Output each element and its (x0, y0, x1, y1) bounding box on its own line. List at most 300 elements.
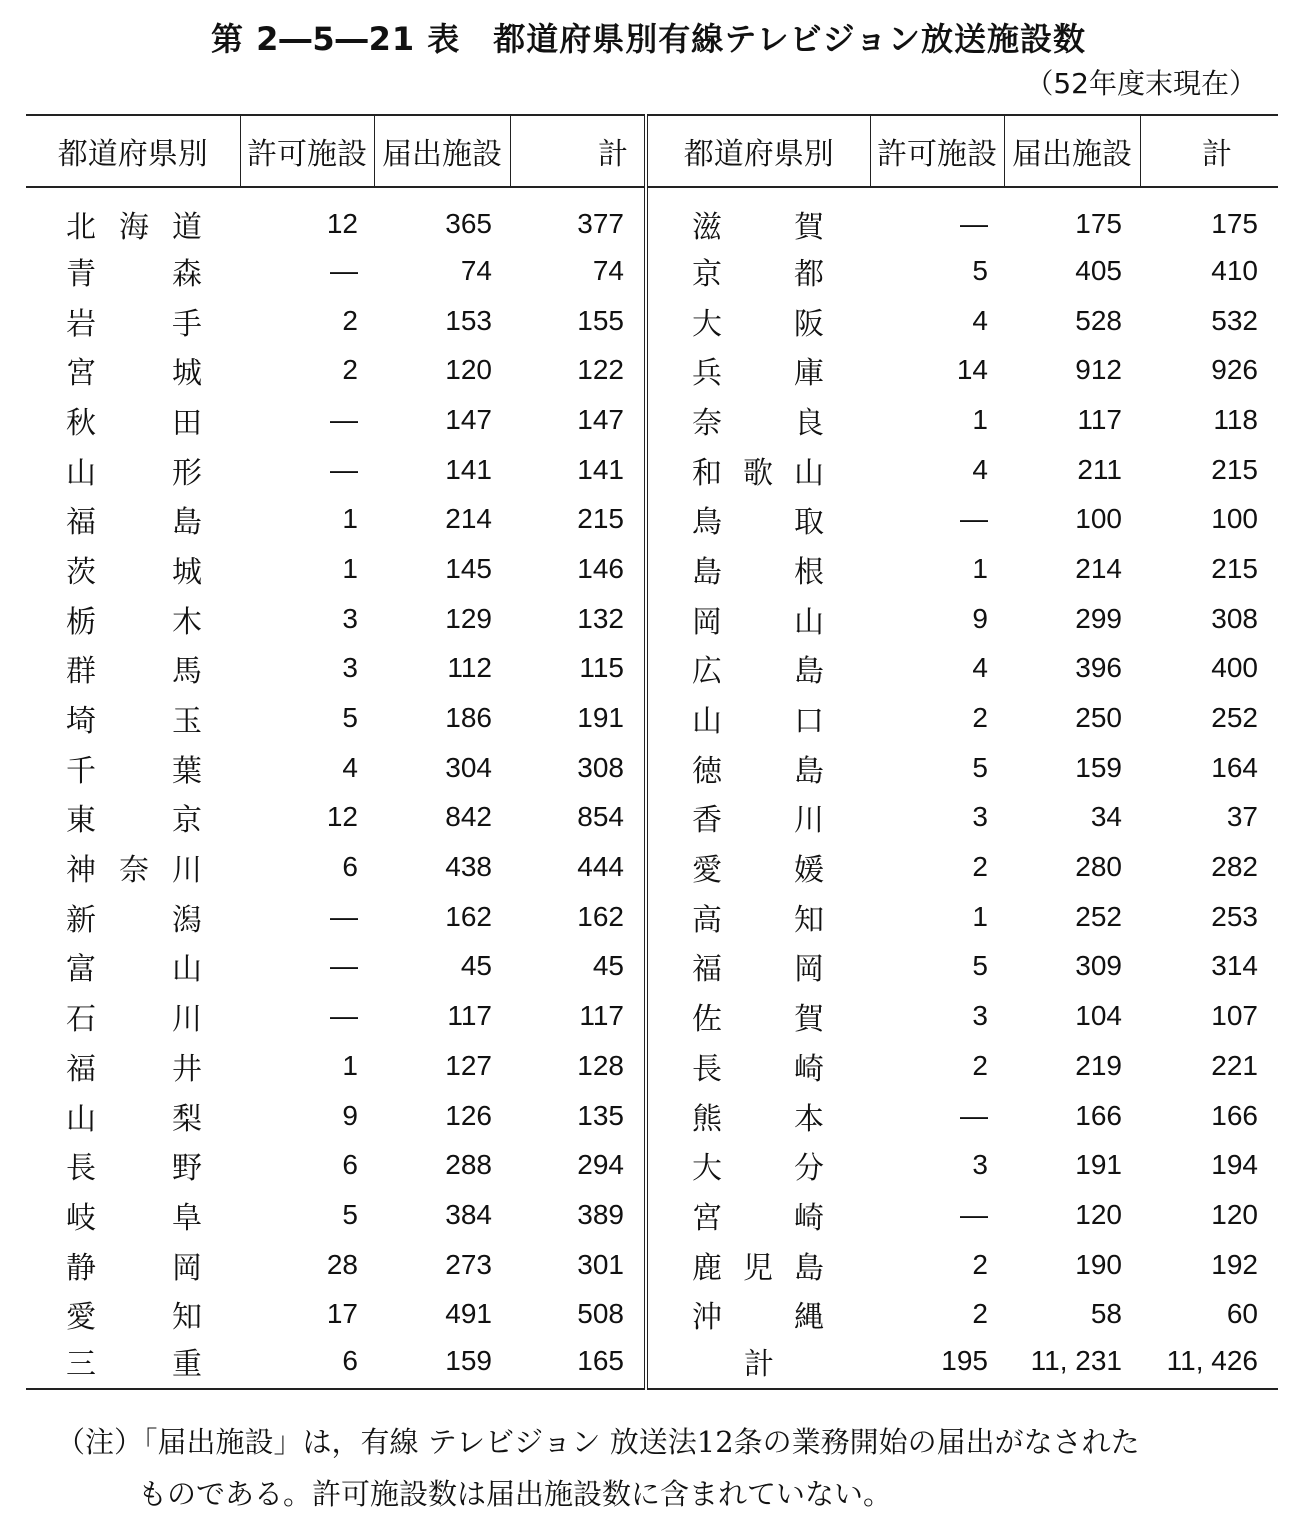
prefecture-char: 阪 (794, 306, 824, 342)
prefecture-name (26, 991, 240, 1041)
prefecture-name-chars (648, 845, 870, 889)
total-count: 128 (577, 1049, 624, 1081)
table-row (26, 1091, 1278, 1141)
prefecture-char: 鳥 (692, 505, 722, 541)
prefecture-char: 森 (172, 256, 202, 292)
notified-count: 100 (1075, 503, 1122, 535)
prefecture-char: 千 (66, 753, 96, 789)
total-count: 301 (577, 1248, 624, 1280)
prefecture-char: 崎 (794, 1200, 824, 1236)
prefecture-char: 秋 (66, 405, 96, 441)
table-row (26, 246, 1278, 296)
prefecture-name (646, 892, 870, 942)
notified-count: 45 (460, 950, 492, 982)
total-count: 146 (577, 552, 624, 584)
prefecture-char: 知 (172, 1300, 202, 1336)
prefecture-char: 石 (66, 1002, 96, 1038)
table-container (26, 114, 1278, 1390)
permit-count: 4 (342, 751, 358, 783)
notified-count: 104 (1075, 1000, 1122, 1032)
notified-count: 58 (1090, 1298, 1122, 1330)
prefecture-char: 山 (66, 1101, 96, 1137)
prefecture-char: 海 (119, 210, 149, 245)
table-row (26, 345, 1278, 395)
grand-total-total: 11, 426 (1140, 1339, 1278, 1389)
total-count: 926 (1211, 354, 1258, 386)
permit-count: 4 (972, 453, 988, 485)
prefecture-name (646, 1240, 870, 1290)
total-count: 400 (1211, 652, 1258, 684)
prefecture-char: 熊 (692, 1101, 722, 1137)
total-count: 389 (577, 1198, 624, 1230)
prefecture-name-chars (26, 646, 240, 690)
total-count: 155 (577, 304, 624, 336)
prefecture-name (26, 644, 240, 694)
permit-count: 2 (342, 304, 358, 336)
prefecture-char: 和 (692, 455, 722, 491)
permit-count: 1 (342, 503, 358, 535)
prefecture-name (26, 187, 240, 246)
prefecture-name-chars (26, 746, 240, 790)
total-count: 165 (510, 1339, 646, 1389)
permit-count: — (330, 453, 358, 485)
prefecture-name (646, 594, 870, 644)
prefecture-char: 青 (66, 256, 96, 292)
prefecture-char: 岡 (692, 604, 722, 640)
prefecture-name-chars (648, 994, 870, 1038)
prefecture-char: 庫 (794, 356, 824, 392)
permit-count: 2 (972, 1248, 988, 1280)
prefecture-char: 福 (66, 505, 96, 541)
prefecture-name-chars (26, 348, 240, 392)
prefecture-char: 知 (794, 902, 824, 938)
prefecture-name (646, 991, 870, 1041)
footnote (56, 1416, 1286, 1520)
prefecture-name-chars (648, 1094, 870, 1138)
prefecture-char: 栃 (66, 604, 96, 640)
prefecture-char: 茨 (66, 554, 96, 590)
header-total-right: 計 (1140, 115, 1278, 187)
table-body (26, 187, 1278, 1389)
footnote-line-2: ものである。許可施設数は届出施設数に含まれていない。 (138, 1477, 893, 1511)
prefecture-name-chars (26, 696, 240, 740)
notified-count: 219 (1075, 1049, 1122, 1081)
total-count: 74 (592, 254, 624, 286)
notified-count: 117 (1077, 403, 1122, 435)
total-count: 532 (1211, 304, 1258, 336)
total-count: 141 (577, 453, 624, 485)
notified-count: 159 (374, 1339, 510, 1389)
prefecture-char: 兵 (692, 356, 722, 392)
total-count: 314 (1211, 950, 1258, 982)
table-row (26, 1190, 1278, 1240)
prefecture-name (646, 1289, 870, 1339)
prefecture-char: 島 (794, 753, 824, 789)
prefecture-char: 取 (794, 505, 824, 541)
prefecture-char: 玉 (172, 704, 202, 740)
prefecture-name-chars (26, 597, 240, 641)
header-row (26, 115, 1278, 187)
prefecture-name-chars (648, 944, 870, 988)
notified-count: 162 (445, 900, 492, 932)
prefecture-name (646, 494, 870, 544)
table-row (26, 445, 1278, 495)
prefecture-char: 奈 (119, 853, 149, 889)
prefecture-name (646, 296, 870, 346)
prefecture-char: 田 (172, 405, 202, 441)
prefecture-name (646, 743, 870, 793)
permit-count: 2 (972, 1049, 988, 1081)
prefecture-name-chars (648, 1243, 870, 1287)
prefecture-char: 歌 (743, 455, 773, 491)
notified-count: 120 (1075, 1198, 1122, 1230)
total-count: 444 (577, 851, 624, 883)
prefecture-name-chars (648, 597, 870, 641)
notified-count: 842 (445, 801, 492, 833)
prefecture-name-chars (26, 994, 240, 1038)
prefecture-char: 手 (172, 306, 202, 342)
permit-count: 5 (972, 751, 988, 783)
permit-count: 1 (972, 403, 988, 435)
prefecture-char: 口 (794, 704, 824, 740)
prefecture-name (26, 1190, 240, 1240)
permit-count: 1 (342, 552, 358, 584)
permit-count: — (960, 1198, 988, 1230)
table-row (26, 892, 1278, 942)
table-row (26, 1339, 1278, 1389)
prefecture-name (26, 693, 240, 743)
prefecture-name (26, 1140, 240, 1190)
permit-count: 17 (326, 1298, 358, 1330)
total-count: 221 (1211, 1049, 1258, 1081)
total-count: 282 (1211, 851, 1258, 883)
prefecture-name-chars (648, 249, 870, 293)
prefecture-char: 縄 (794, 1300, 824, 1336)
prefecture-char: 野 (172, 1151, 202, 1187)
prefecture-char: 徳 (692, 753, 722, 789)
prefecture-char: 富 (66, 952, 96, 988)
prefecture-name (26, 743, 240, 793)
header-permit-right: 許可施設 (870, 115, 1004, 187)
prefecture-name-chars (26, 895, 240, 939)
permit-count: 6 (342, 1149, 358, 1181)
prefecture-char: 高 (692, 902, 722, 938)
prefecture-char: 道 (172, 210, 202, 245)
grand-total-notified: 11, 231 (1004, 1339, 1140, 1389)
table-row (26, 991, 1278, 1041)
total-count: 194 (1211, 1149, 1258, 1181)
prefecture-name (646, 1140, 870, 1190)
total-count: 107 (1211, 1000, 1258, 1032)
table-row (26, 1240, 1278, 1290)
total-count: 115 (579, 652, 624, 684)
permit-count: 4 (972, 304, 988, 336)
prefecture-name-chars (26, 1339, 240, 1383)
notified-count: 159 (1075, 751, 1122, 783)
prefecture-char: 京 (172, 803, 202, 839)
prefecture-char: 鹿 (692, 1250, 722, 1286)
total-count: 191 (577, 702, 624, 734)
header-pref-right: 都道府県別 (646, 115, 870, 187)
permit-count: — (960, 503, 988, 535)
prefecture-name (646, 246, 870, 296)
notified-count: 299 (1075, 602, 1122, 634)
prefecture-name-chars (26, 398, 240, 442)
notified-count: 252 (1075, 900, 1122, 932)
prefecture-name (26, 842, 240, 892)
total-count: 117 (579, 1000, 624, 1032)
permit-count: 2 (342, 354, 358, 386)
prefecture-char: 賀 (794, 1002, 824, 1038)
prefecture-name (26, 246, 240, 296)
permit-count: 9 (972, 602, 988, 634)
prefecture-name-chars (26, 1143, 240, 1187)
permit-count: 6 (240, 1339, 374, 1389)
prefecture-char: 東 (66, 803, 96, 839)
prefecture-name (26, 1091, 240, 1141)
permit-count: 3 (972, 1149, 988, 1181)
prefecture-name-chars (26, 249, 240, 293)
prefecture-name-chars (26, 448, 240, 492)
prefecture-char: 城 (172, 554, 202, 590)
total-count: 162 (577, 900, 624, 932)
total-count: 294 (577, 1149, 624, 1181)
notified-count: 491 (445, 1298, 492, 1330)
permit-count: 3 (972, 801, 988, 833)
prefecture-char: 本 (794, 1101, 824, 1137)
prefecture-name (646, 345, 870, 395)
prefecture-name (646, 693, 870, 743)
total-count: 37 (1226, 801, 1258, 833)
prefecture-name-chars (26, 547, 240, 591)
prefecture-char: 媛 (794, 853, 824, 889)
table-row (26, 644, 1278, 694)
total-count: 215 (1211, 453, 1258, 485)
header-notified: 届出施設 (374, 115, 510, 187)
prefecture-char: 埼 (66, 704, 96, 740)
prefecture-name (646, 187, 870, 246)
total-count: 308 (1211, 602, 1258, 634)
permit-count: 2 (972, 851, 988, 883)
table-row (26, 1140, 1278, 1190)
prefecture-name (26, 1289, 240, 1339)
prefecture-name-chars (26, 1243, 240, 1287)
permit-count: 3 (972, 1000, 988, 1032)
grand-total-permit: 195 (870, 1339, 1004, 1389)
prefecture-name (646, 942, 870, 992)
total-count: 166 (1211, 1099, 1258, 1131)
notified-count: 365 (445, 208, 492, 239)
prefecture-char: 長 (692, 1051, 722, 1087)
prefecture-name-chars (648, 1044, 870, 1088)
total-count: 377 (577, 208, 624, 239)
prefecture-name-chars (26, 1044, 240, 1088)
prefecture-char: 北 (66, 210, 96, 245)
prefecture-name-chars (648, 547, 870, 591)
prefecture-name (26, 345, 240, 395)
prefecture-char: 岩 (66, 306, 96, 342)
prefecture-char: 馬 (172, 654, 202, 690)
notified-count: 153 (445, 304, 492, 336)
notified-count: 117 (447, 1000, 492, 1032)
header-pref: 都道府県別 (26, 115, 240, 187)
table-row (26, 296, 1278, 346)
notified-count: 912 (1075, 354, 1122, 386)
table-row (26, 693, 1278, 743)
permit-count: 28 (326, 1248, 358, 1280)
prefecture-char: 都 (794, 256, 824, 292)
notified-count: 120 (445, 354, 492, 386)
notified-count: 280 (1075, 851, 1122, 883)
notified-count: 186 (445, 702, 492, 734)
prefecture-char: 井 (172, 1051, 202, 1087)
permit-count: 5 (972, 950, 988, 982)
prefecture-name-chars (648, 1292, 870, 1336)
prefecture-char: 山 (692, 704, 722, 740)
notified-count: 396 (1075, 652, 1122, 684)
prefecture-char: 崎 (794, 1051, 824, 1087)
notified-count: 74 (460, 254, 492, 286)
prefecture-char: 愛 (66, 1300, 96, 1336)
prefecture-name-chars (648, 348, 870, 392)
prefecture-name-chars (26, 497, 240, 541)
header-notified-right: 届出施設 (1004, 115, 1140, 187)
permit-count: 1 (972, 552, 988, 584)
prefecture-char: 形 (172, 455, 202, 491)
prefecture-char: 良 (794, 405, 824, 441)
prefecture-char: 群 (66, 654, 96, 690)
prefecture-name-chars (648, 696, 870, 740)
prefecture-char: 葉 (172, 753, 202, 789)
prefecture-char: 神 (66, 853, 96, 889)
notified-count: 112 (447, 652, 492, 684)
permit-count: — (330, 254, 358, 286)
grand-total-label: 計 (646, 1339, 870, 1389)
prefecture-name (646, 445, 870, 495)
table-row (26, 187, 1278, 246)
notified-count: 175 (1075, 208, 1122, 239)
prefecture-char: 島 (794, 1250, 824, 1286)
footnote-line-1: （注）「届出施設」は，有線 テレビジョン 放送法12条の業務開始の届出がなされた (56, 1425, 1140, 1459)
total-count: 118 (1213, 403, 1258, 435)
total-count: 215 (1211, 552, 1258, 584)
prefecture-name (646, 544, 870, 594)
prefecture-char: 川 (172, 853, 202, 889)
prefecture-name (26, 942, 240, 992)
prefecture-char: 木 (172, 604, 202, 640)
prefecture-char: 山 (794, 604, 824, 640)
prefecture-char: 分 (794, 1151, 824, 1187)
permit-count: — (330, 950, 358, 982)
prefecture-char: 新 (66, 902, 96, 938)
prefecture-char: 宮 (692, 1200, 722, 1236)
notified-count: 127 (445, 1049, 492, 1081)
prefecture-name-chars (648, 448, 870, 492)
prefecture-char: 阜 (172, 1200, 202, 1236)
prefecture-name (26, 1339, 240, 1389)
prefecture-name-chars (648, 202, 870, 246)
prefecture-name (26, 544, 240, 594)
notified-count: 288 (445, 1149, 492, 1181)
prefecture-name (26, 594, 240, 644)
total-count: 854 (577, 801, 624, 833)
total-count: 147 (577, 403, 624, 435)
prefecture-name (646, 793, 870, 843)
notified-count: 145 (445, 552, 492, 584)
prefecture-name-chars (26, 1292, 240, 1336)
table-title: 第 2―5―21 表 都道府県別有線テレビジョン放送施設数 (210, 20, 1087, 58)
permit-count: 1 (342, 1049, 358, 1081)
prefecture-name-chars (648, 646, 870, 690)
table-row (26, 1041, 1278, 1091)
permit-count: — (330, 403, 358, 435)
total-count: 45 (592, 950, 624, 982)
prefecture-name (646, 842, 870, 892)
total-count: 164 (1211, 751, 1258, 783)
prefecture-char: 岡 (794, 952, 824, 988)
permit-count: 5 (972, 254, 988, 286)
permit-count: 12 (326, 208, 358, 239)
permit-count: 6 (342, 851, 358, 883)
permit-count: 5 (342, 1198, 358, 1230)
total-count: 132 (577, 602, 624, 634)
total-count: 192 (1211, 1248, 1258, 1280)
permit-count: — (330, 1000, 358, 1032)
permit-count: 3 (342, 652, 358, 684)
prefecture-char: 島 (172, 505, 202, 541)
header-permit: 許可施設 (240, 115, 374, 187)
prefecture-name (646, 1091, 870, 1141)
prefecture-char: 重 (172, 1347, 202, 1383)
prefecture-name (646, 644, 870, 694)
notified-count: 126 (445, 1099, 492, 1131)
total-count: 252 (1211, 702, 1258, 734)
prefecture-name-chars (26, 299, 240, 343)
as-of-label: （52年度末現在） (1025, 67, 1257, 100)
prefecture-char: 大 (692, 306, 722, 342)
prefecture-name (26, 494, 240, 544)
prefecture-char: 城 (172, 356, 202, 392)
prefecture-char: 岡 (172, 1250, 202, 1286)
total-count: 253 (1211, 900, 1258, 932)
prefecture-name (26, 1041, 240, 1091)
permit-count: 4 (972, 652, 988, 684)
prefecture-char: 京 (692, 256, 722, 292)
notified-count: 250 (1075, 702, 1122, 734)
prefecture-name (26, 296, 240, 346)
prefecture-char: 梨 (172, 1101, 202, 1137)
permit-count: 2 (972, 1298, 988, 1330)
permit-count: 2 (972, 702, 988, 734)
cable-tv-facilities-table (26, 114, 1278, 1390)
prefecture-char: 宮 (66, 356, 96, 392)
prefecture-name-chars (648, 1193, 870, 1237)
permit-count: 12 (326, 801, 358, 833)
permit-count: — (960, 1099, 988, 1131)
prefecture-name-chars (648, 1143, 870, 1187)
notified-count: 384 (445, 1198, 492, 1230)
prefecture-char: 愛 (692, 853, 722, 889)
prefecture-char: 香 (692, 803, 722, 839)
prefecture-name-chars (648, 398, 870, 442)
prefecture-name-chars (26, 944, 240, 988)
prefecture-char: 三 (66, 1347, 96, 1383)
total-count: 122 (577, 354, 624, 386)
prefecture-char: 静 (66, 1250, 96, 1286)
prefecture-char: 福 (66, 1051, 96, 1087)
notified-count: 405 (1075, 254, 1122, 286)
prefecture-char: 大 (692, 1151, 722, 1187)
